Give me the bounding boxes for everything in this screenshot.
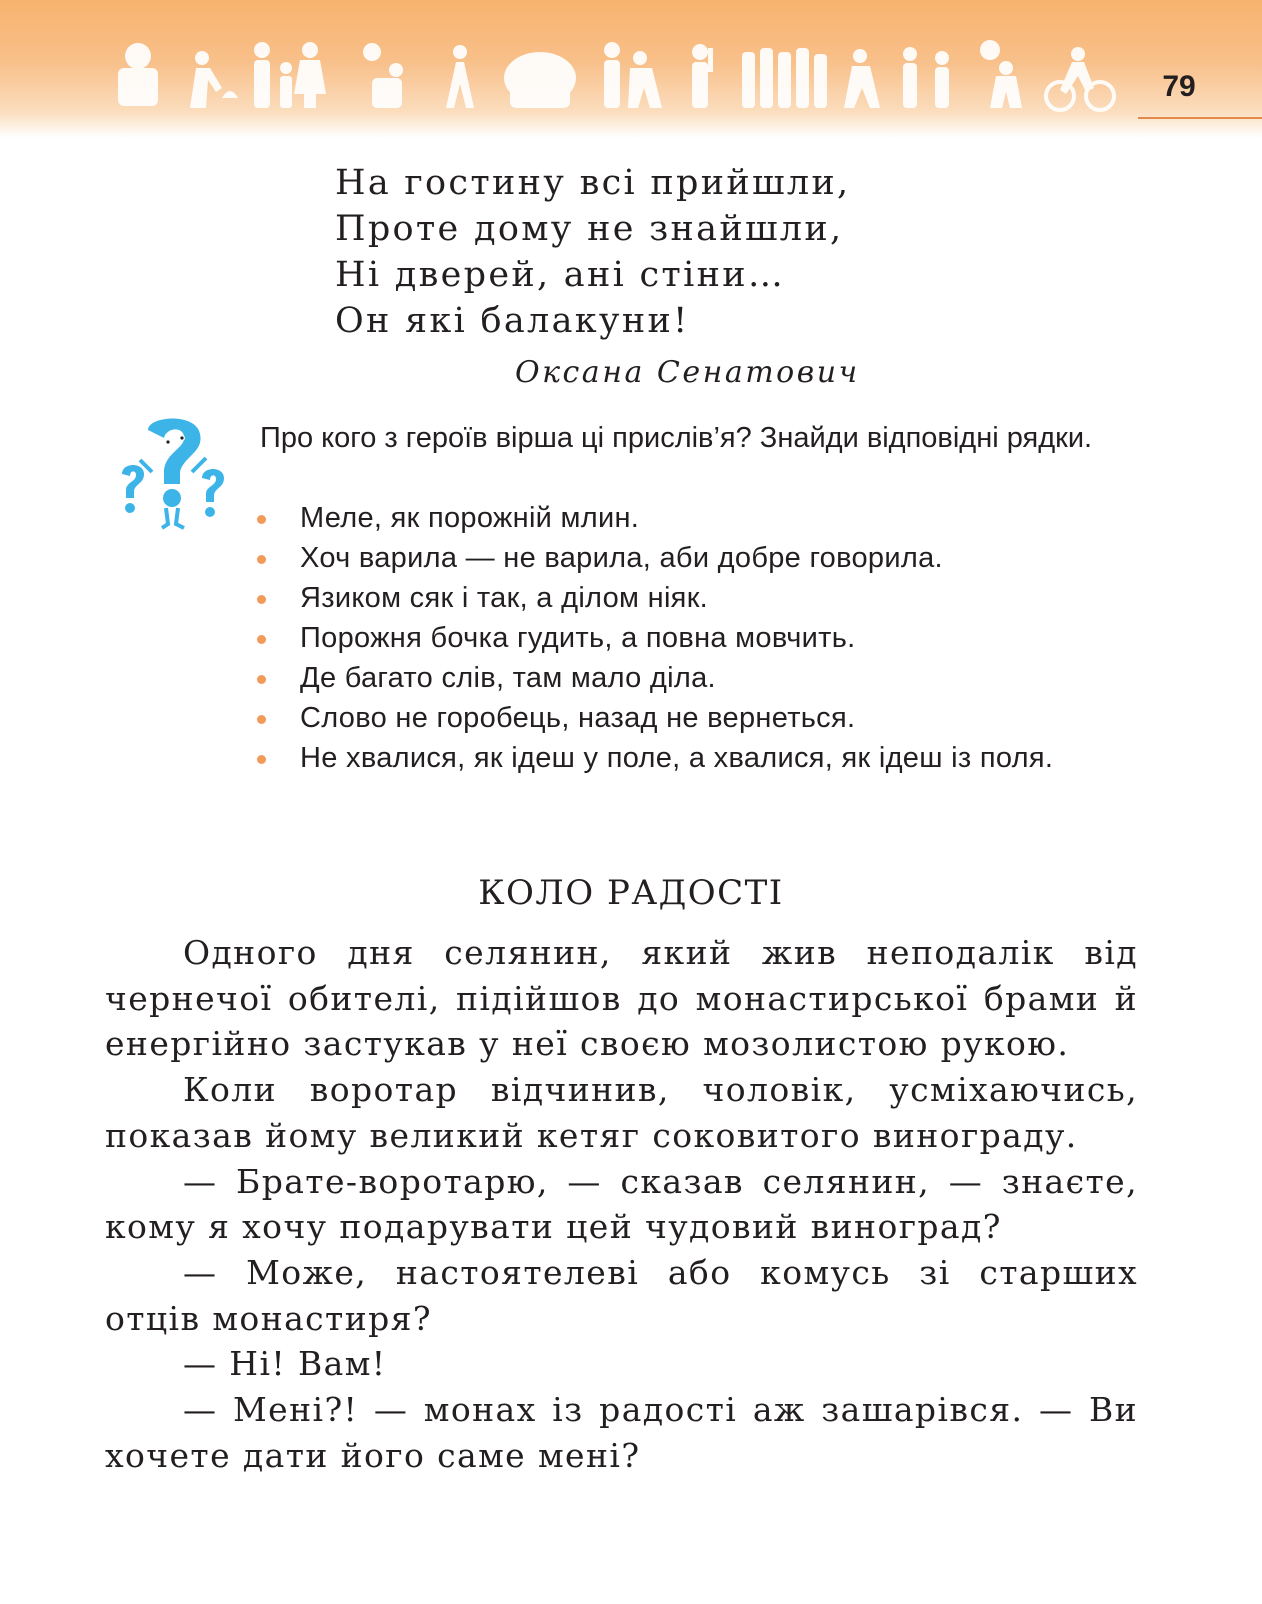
- proverb-text: Не хвалися, як ідеш у поле, а хвалися, як ідеш із поля.: [300, 742, 1054, 774]
- proverb-text: Де багато слів, там мало діла.: [300, 662, 716, 694]
- story-paragraph: — Мені?! — монах із радості аж зашарівся. — Ви хочете дати його саме мені?: [105, 1390, 1138, 1475]
- proverb-list: [257, 498, 1140, 778]
- poem-line: Ні дверей, ані стіни…: [335, 255, 786, 295]
- bullet-icon: [257, 715, 266, 724]
- story-paragraph: — Ні! Вам!: [183, 1344, 387, 1384]
- story-title: КОЛО РАДОСТІ: [478, 873, 784, 913]
- list-item: [257, 698, 1140, 738]
- story-paragraph: — Брате-воротарю, — сказав селянин, — знаєте, кому я хочу подарувати цей чудовий виноград?: [105, 1161, 1138, 1247]
- list-item: [257, 578, 1140, 618]
- bullet-icon: [257, 515, 266, 524]
- proverb-text: Язиком сяк і так, а ділом ніяк.: [300, 582, 709, 614]
- list-item: [257, 538, 1140, 578]
- bullet-icon: [257, 755, 266, 764]
- proverb-text: Меле, як порожній млин.: [300, 502, 640, 534]
- bullet-icon: [257, 595, 266, 604]
- proverb-text: Хоч варила — не варила, аби добре говорила.: [300, 542, 943, 574]
- story-text: [105, 930, 1138, 1478]
- task-question: Про кого з героїв вірша ці прислів’я? Знайди відповідні рядки.: [260, 422, 1093, 454]
- list-item: [257, 498, 1140, 538]
- poem: [335, 160, 850, 344]
- question-mark-character-icon: [118, 412, 228, 537]
- list-item: [257, 658, 1140, 698]
- story-paragraph: — Може, настоятелеві або комусь зі старших отців монастиря?: [105, 1252, 1138, 1338]
- poem-line: Проте дому не знайшли,: [335, 209, 844, 249]
- list-item: [257, 618, 1140, 658]
- bullet-icon: [257, 635, 266, 644]
- poem-line: На гостину всі прийшли,: [335, 163, 851, 203]
- people-silhouettes-decoration: [110, 38, 1120, 118]
- story-paragraph: Коли воротар відчинив, чоловік, усміхаючись, показав йому великий кетяг соковитого винограду.: [105, 1070, 1138, 1155]
- story-paragraph: Одного дня селянин, який жив неподалік від чернечої обителі, підійшов до монастирської брами й енергійно застукав у неї своєю мозолистою рукою.: [105, 933, 1138, 1064]
- proverb-text: Слово не горобець, назад не вернеться.: [300, 702, 856, 734]
- bullet-icon: [257, 675, 266, 684]
- page-number: 79: [1162, 70, 1196, 103]
- poem-line: Он які балакуни!: [335, 301, 690, 341]
- page-number-rule: [1138, 117, 1262, 119]
- proverb-text: Порожня бочка гудить, а повна мовчить.: [300, 622, 856, 654]
- poem-author: Оксана Сенатович: [515, 355, 860, 390]
- header-band: [0, 0, 1262, 138]
- list-item: [257, 738, 1140, 778]
- bullet-icon: [257, 555, 266, 564]
